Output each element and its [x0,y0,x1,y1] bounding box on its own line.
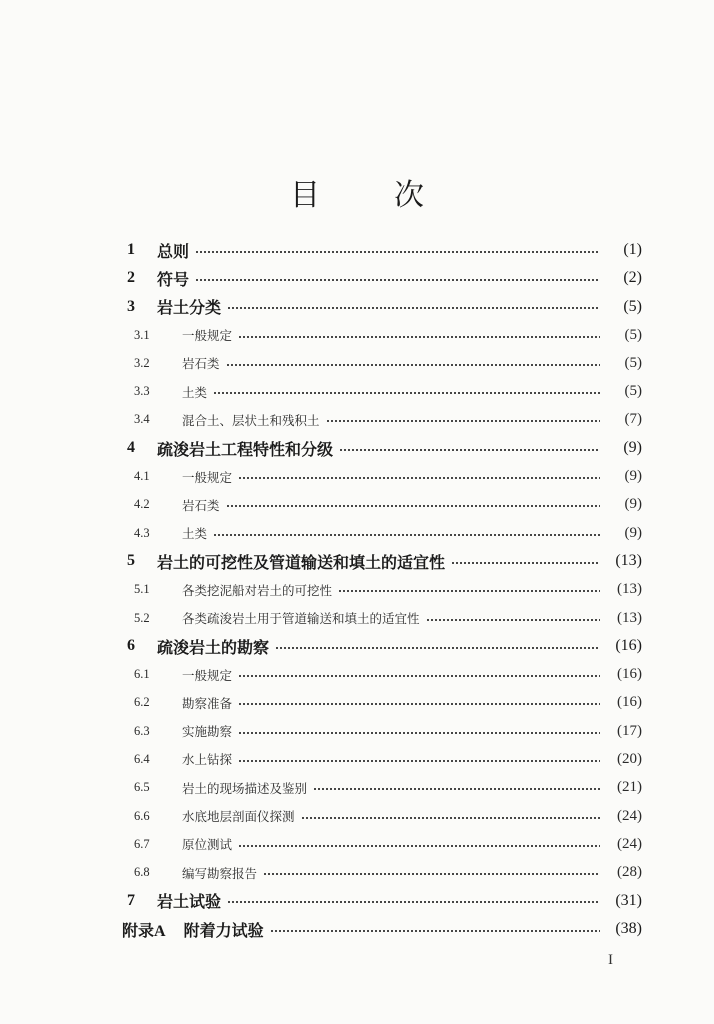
entry-number: 4.2 [134,497,150,512]
toc-section-entry [122,377,642,405]
entry-title: 水底地层剖面仪探测 [182,810,295,825]
entry-number: 6.5 [134,780,150,795]
entry-title: 岩土的可挖性及管道输送和填土的适宜性 [157,554,446,572]
entry-page-number: (28) [617,864,642,881]
table-of-contents [122,236,642,943]
entry-number: 5.1 [134,582,150,597]
entry-number: 1 [127,241,135,259]
dot-leader [263,872,600,876]
entry-page-number: (17) [617,722,642,739]
entry-title: 岩土的现场描述及鉴别 [182,781,308,796]
entry-title: 土类 [182,385,208,400]
entry-title: 混合土、层状土和残积土 [182,413,320,428]
entry-title: 各类疏浚岩土用于管道输送和填土的适宜性 [182,612,420,626]
dot-leader [226,504,600,508]
dot-leader [238,844,600,848]
entry-page-number: (5) [624,354,642,371]
dot-leader [238,335,600,339]
entry-page-number: (16) [617,666,642,683]
entry-page-number: (7) [624,411,642,428]
entry-number: 附录A [122,922,166,940]
toc-section-entry [122,802,642,830]
entry-number: 3.2 [134,355,150,370]
entry-title: 岩土试验 [157,894,222,912]
dot-leader [338,589,600,593]
toc-chapter-entry [122,293,642,321]
entry-page-number: (9) [624,496,642,513]
entry-title: 土类 [182,527,208,542]
entry-title: 疏浚岩土的勘察 [157,639,270,657]
entry-title: 原位测试 [182,838,233,853]
entry-title: 疏浚岩土工程特性和分级 [157,441,334,459]
toc-section-entry [122,717,642,745]
entry-page-number: (5) [624,326,642,343]
entry-title: 实施勘察 [182,725,233,740]
dot-leader [238,731,600,735]
dot-leader [227,306,600,310]
dot-leader [339,448,600,452]
entry-page-number: (9) [623,439,642,457]
toc-section-entry [122,349,642,377]
dot-leader [226,363,600,367]
dot-leader [270,929,600,933]
entry-title: 一般规定 [182,668,233,683]
toc-chapter-entry [122,434,642,462]
dot-leader [275,646,600,650]
dot-leader [238,674,600,678]
entry-number: 4.1 [134,469,150,484]
entry-page-number: (21) [617,779,642,796]
entry-page-number: (20) [617,750,642,767]
toc-chapter-entry [122,632,642,660]
entry-title: 岩石类 [182,498,220,513]
entry-title: 符号 [157,271,190,289]
dot-leader [238,702,600,706]
dot-leader [227,900,600,904]
entry-page-number: (13) [615,552,642,570]
entry-number: 6.8 [134,865,150,880]
toc-chapter-entry [122,547,642,575]
entry-number: 3 [127,297,135,315]
entry-title: 岩石类 [182,357,220,372]
entry-number: 6.3 [134,723,150,738]
toc-section-entry [122,321,642,349]
entry-page-number: (16) [615,637,642,655]
entry-number: 6.2 [134,695,150,710]
dot-leader [451,561,600,565]
entry-number: 6.1 [134,667,150,682]
dot-leader [213,533,600,537]
toc-section-entry [122,604,642,632]
entry-title: 一般规定 [182,470,233,485]
entry-page-number: (24) [617,835,642,852]
entry-page-number: (9) [624,468,642,485]
dot-leader [213,391,600,395]
toc-section-entry [122,774,642,802]
dot-leader [195,250,600,254]
entry-title: 水上钻探 [182,753,233,768]
entry-page-number: (24) [617,807,642,824]
entry-title: 岩土分类 [157,300,222,318]
entry-page-number: (9) [624,524,642,541]
toc-section-entry [122,576,642,604]
entry-number: 6 [127,637,135,655]
entry-title: 总则 [157,243,190,261]
toc-section-entry [122,491,642,519]
entry-title: 一般规定 [182,329,233,344]
page-number: I [608,952,613,968]
entry-title: 编写勘察报告 [182,866,258,881]
toc-section-entry [122,689,642,717]
entry-number: 6.7 [134,836,150,851]
entry-title: 附着力试验 [183,922,264,940]
entry-page-number: (2) [623,269,642,287]
entry-number: 4 [127,439,135,457]
entry-page-number: (16) [617,694,642,711]
entry-number: 5.2 [134,610,150,625]
toc-chapter-entry [122,915,642,943]
toc-section-entry [122,406,642,434]
dot-leader [301,816,600,820]
entry-number: 4.3 [134,525,150,540]
entry-number: 3.3 [134,384,150,399]
entry-page-number: (38) [615,920,642,938]
entry-number: 2 [127,269,135,287]
toc-section-entry [122,519,642,547]
toc-section-entry [122,660,642,688]
entry-number: 3.4 [134,412,150,427]
entry-page-number: (5) [623,297,642,315]
toc-chapter-entry [122,264,642,292]
entry-page-number: (5) [624,383,642,400]
dot-leader [326,419,600,423]
dot-leader [238,476,600,480]
entry-number: 5 [127,552,135,570]
dot-leader [426,618,600,622]
toc-section-entry [122,859,642,887]
dot-leader [238,759,600,763]
entry-title: 勘察准备 [182,696,233,711]
entry-page-number: (13) [617,609,642,626]
entry-page-number: (1) [623,241,642,259]
dot-leader [195,278,600,282]
entry-page-number: (31) [615,891,642,909]
page-title: 目 次 [290,179,446,212]
toc-section-entry [122,830,642,858]
entry-title: 各类挖泥船对岩土的可挖性 [182,583,333,598]
entry-number: 7 [127,891,135,909]
toc-section-entry [122,745,642,773]
toc-section-entry [122,462,642,490]
entry-number: 3.1 [134,327,150,342]
entry-page-number: (13) [617,581,642,598]
entry-number: 6.4 [134,751,150,766]
toc-chapter-entry [122,887,642,915]
entry-number: 6.6 [134,808,150,823]
dot-leader [313,787,600,791]
toc-chapter-entry [122,236,642,264]
